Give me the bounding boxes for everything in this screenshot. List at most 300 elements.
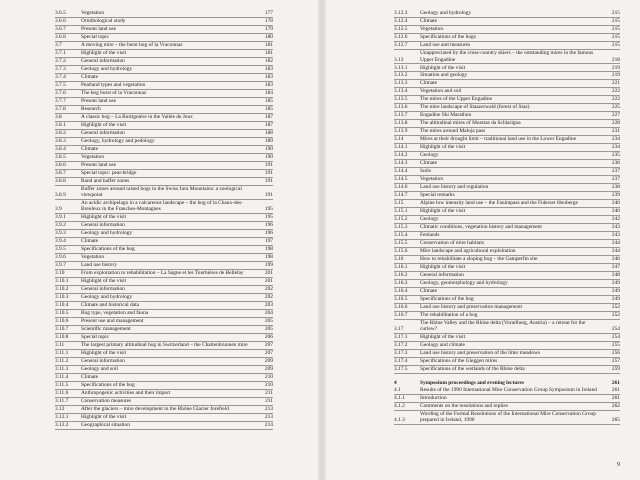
toc-entry-page: 231 [611,128,620,135]
toc-entry [55,162,273,170]
toc-entry-page: 211 [265,398,273,405]
toc-entry-page: 213 [264,414,273,421]
toc-entry-page: 259 [611,366,620,373]
toc-entry [394,256,620,264]
toc-entry-title: General information [81,358,125,365]
toc-entry-number: 3.8.3 [55,138,66,145]
toc-entry [55,170,273,178]
toc-entry [55,26,273,34]
toc-entry-title: Vegetation [420,26,444,33]
toc-entry [394,112,620,120]
toc-entry-page: 185 [264,98,273,105]
toc-entry-number: 3.10.1 [55,278,69,285]
toc-entry-title: Highlight of the visit [81,122,127,129]
toc-entry-number: 4.1 [394,387,401,394]
toc-entry [394,72,620,80]
toc-entry-page: 188 [264,130,273,137]
toc-entry [394,64,620,72]
toc-entry [394,411,620,425]
toc-entry-page: 207 [264,342,273,349]
toc-entry-number: 3.13.8 [394,120,408,127]
book-gutter [318,0,326,480]
toc-entry-title: Geology, hydrology and pedology [81,138,155,145]
toc-entry [55,200,273,214]
toc-entry-page: 240 [611,208,620,215]
toc-entry [394,184,620,192]
toc-entry-page: 215 [611,10,620,17]
toc-entry-number: 3.16.4 [394,288,408,295]
toc-entry-title: Specifications of the bog [420,296,474,303]
toc-entry-title: General information [81,58,125,65]
toc-entry-number: 3.14.1 [394,144,408,151]
toc-entry-number: 3.9 [55,206,62,213]
toc-entry [55,310,273,318]
toc-entry-page: 196 [264,222,273,229]
toc-entry-title: Specifications of the Gleggen mires [420,358,498,365]
toc-entry-title: Highlight of the visit [420,64,466,71]
toc-entry-title: Ornithological study [81,18,126,25]
toc-entry-number: 3.14 [394,136,404,143]
page-number: 9 [617,462,620,468]
toc-entry-page: 209 [264,366,273,373]
toc-entry-number: 3.13 [394,56,404,63]
toc-entry-title: Climate [81,238,99,245]
toc-entry-number: 3.9.6 [55,254,66,261]
toc-entry [55,286,273,294]
toc-entry-page: 210 [264,374,273,381]
toc-entry-title: Buffer zones around raised bogs in the Swiss Jura Mountains: a zoological viewpoint [81,186,242,199]
toc-entry-page: 252 [611,312,620,319]
toc-entry-number: 3.10.3 [55,294,69,301]
toc-entry-title: Present land use [81,162,117,169]
toc-entry [55,114,273,122]
toc-entry-page: 205 [264,318,273,325]
toc-entry [55,294,273,302]
toc-entry-title: Specifications of the bogs [420,34,476,41]
toc-entry [394,50,620,64]
toc-entry-title: Geology, geomorphology and hydrology [420,280,508,287]
toc-entry-number: 3.14.2 [394,152,408,159]
toc-entry-title: The Rhine Valley and the Rhine delta (Vorarlberg, Austria) – a retreat for the curlew? [420,320,586,333]
toc-entry-title: Special remarks [420,192,455,199]
toc-entry-page: 183 [264,82,273,89]
toc-entry-title: Symposium proceedings and evening lectures [420,380,525,387]
toc-entry [394,248,620,256]
toc-entry-number: 3.6.6 [55,18,66,25]
toc-entry-number: 3.13.5 [394,96,408,103]
toc-entry-page: 246 [611,256,620,263]
toc-entry-number: 3.10.5 [55,310,69,317]
toc-entry [394,342,620,350]
toc-entry-number: 3.15.1 [394,208,408,215]
toc-entry-page: 244 [611,240,620,247]
toc-entry-number: 3.9.5 [55,246,66,253]
toc-entry-title: A moving mire – the burst bog of la Vraconnaz [81,42,183,49]
toc-entry-number: 3.15.3 [394,224,408,231]
toc-entry [394,18,620,26]
toc-entry-page: 239 [611,192,620,199]
toc-entry [394,232,620,240]
toc-entry-page: 201 [264,278,273,285]
toc-entry-page: 261 [611,387,620,394]
toc-entry-number: 3.15.6 [394,248,408,255]
toc-entry-number: 3.13.1 [394,64,408,71]
toc-entry [394,104,620,112]
toc-entry-number: 3.9.1 [55,214,66,221]
toc-entry [394,120,620,128]
toc-entry-page: 244 [611,248,620,255]
toc-entry-number: 3.11.1 [55,350,69,357]
toc-entry [55,398,273,406]
toc-entry-page: 249 [611,288,620,295]
toc-entry-number: 3.15.4 [394,232,408,239]
toc-entry-number: 3.10.8 [55,334,69,341]
toc-entry-title: Alpine low intensity land use – the Fanimpass and the Fiderser Heuberge [420,200,578,207]
toc-entry-title: Land use and measures [420,42,471,49]
toc-entry-title: Specifications of the wetlands of the Rhine delta [420,366,525,373]
toc-entry [55,262,273,270]
toc-entry-title: Climate [420,80,438,87]
toc-entry-page: 191 [264,178,273,185]
toc-entry [55,10,273,18]
toc-list-left [55,10,273,430]
toc-entry [394,168,620,176]
toc-entry-number: 3.16 [394,256,404,263]
toc-entry-number: 3.12.5 [394,26,408,33]
toc-entry [394,358,620,366]
toc-entry-title: Special topic: peat-bridge [81,170,137,177]
toc-entry [394,272,620,280]
toc-entry-page: 191 [264,170,273,177]
toc-entry [55,130,273,138]
toc-entry [394,144,620,152]
toc-entry-title: Results of the 1990 International Mire Conservation Group Symposium in Ireland [420,387,597,394]
toc-entry-title: Present land use [81,26,117,33]
toc-entry-number: 3.15.5 [394,240,408,247]
toc-entry [394,288,620,296]
toc-entry-title: Highlight of the visit [81,278,127,285]
toc-entry-title: Mire landscape and agricultural exploitation [420,248,516,255]
toc-entry [55,278,273,286]
toc-entry-number: 3.8.2 [55,130,66,137]
toc-entry-number: 3.6.7 [55,26,66,33]
toc-entry-title: Wording of the Formal Resolutions of the International Mire Conservation Group prepared in Ireland, 1990 [420,411,596,424]
toc-entry [394,366,620,374]
toc-entry [394,280,620,288]
toc-entry [55,238,273,246]
toc-entry-title: Comments on the resolutions and replies [420,403,508,410]
toc-entry [394,42,620,50]
toc-entry [394,264,620,272]
toc-entry [55,106,273,114]
toc-entry-number: 3.8.9 [55,192,66,199]
toc-entry [55,254,273,262]
toc-entry-page: 234 [611,144,620,151]
toc-entry-title: Vegetation [420,176,444,183]
toc-entry-page: 189 [264,138,273,145]
toc-entry-title: Highlight of the visit [420,334,466,341]
toc-entry [394,380,620,387]
toc-entry [394,304,620,312]
toc-entry [55,358,273,366]
toc-entry-title: Geology and hydrology [81,230,133,237]
toc-entry [55,302,273,310]
toc-entry-title: The mires around Maloja pass [420,128,486,135]
toc-entry-page: 262 [611,403,620,410]
toc-entry-page: 179 [264,26,273,33]
toc-entry-page: 204 [264,310,273,317]
toc-entry-title: Unappreciated by the cross-country skiers – the outstanding mires in the famous Upper Engadine [420,50,594,63]
toc-entry [55,366,273,374]
toc-entry-page: 261 [611,395,620,402]
toc-entry [55,154,273,162]
toc-entry-number: 3.8.6 [55,162,66,169]
toc-entry-page: 237 [611,176,620,183]
toc-entry-page: 252 [611,304,620,311]
toc-entry [55,90,273,98]
toc-entry [394,34,620,42]
toc-entry-number: 3.17.4 [394,358,408,365]
toc-entry-title: Conservation of mire habitats [420,240,484,247]
toc-entry-number: 3.11.5 [55,382,69,389]
toc-entry-page: 215 [611,42,620,49]
toc-entry-number: 3.14.3 [394,160,408,167]
toc-entry [394,152,620,160]
toc-entry [394,216,620,224]
toc-entry-number: 3.10.7 [55,326,69,333]
toc-entry-title: The bog burst of la Vraconnaz [81,90,147,97]
toc-entry-page: 195 [264,214,273,221]
toc-entry-number: 3.16.5 [394,296,408,303]
toc-entry [394,296,620,304]
toc-entry-number: 3.14.4 [394,168,408,175]
toc-entry-page: 187 [264,114,273,121]
toc-entry-title: The mires of the Upper Engadine [420,96,492,103]
toc-entry-title: Geology [420,152,439,159]
toc-entry-title: General information [81,286,125,293]
toc-entry-number: 3.14.6 [394,184,408,191]
toc-entry [394,96,620,104]
toc-entry-page: 219 [611,64,620,71]
toc-entry-page: 183 [264,66,273,73]
toc-entry-page: 198 [264,246,273,253]
toc-entry-number: 3.10 [55,270,65,277]
toc-entry-page: 261 [611,380,620,387]
toc-entry-number: 3.16.6 [394,304,408,311]
toc-entry-title: Climate [420,160,438,167]
toc-entry-page: 180 [264,34,273,41]
toc-entry [394,395,620,403]
toc-entry-page: 183 [264,74,273,81]
toc-entry-page: 215 [611,26,620,33]
toc-entry-title: Highlight of the visit [420,144,466,151]
toc-entry-number: 3.7 [55,42,62,49]
toc-entry-page: 234 [611,136,620,143]
toc-entry [55,42,273,50]
toc-entry-title: Climate [420,288,438,295]
toc-entry-title: Climate [81,146,99,153]
toc-entry [55,146,273,154]
toc-entry [394,350,620,358]
toc-entry-number: 3.8.8 [55,178,66,185]
toc-entry-page: 243 [611,232,620,239]
toc-entry-page: 235 [611,152,620,159]
toc-entry-page: 201 [264,270,273,277]
toc-entry-number: 3.12.3 [394,10,408,17]
toc-entry-page: 196 [264,230,273,237]
toc-entry-number: 3.12.1 [55,414,69,421]
toc-entry-title: The largest primary altitudinal bog in Switzerland – the Chaltenbrunnen mire [81,342,248,349]
toc-entry-title: Land use history and regulation [420,184,489,191]
toc-entry-number: 3.17 [394,326,404,333]
toc-entry-title: Fenlands [420,232,440,239]
toc-entry-page: 254 [611,334,620,341]
toc-entry-number: 3.7.6 [55,90,66,97]
toc-entry [55,214,273,222]
toc-entry-number: 3.8.5 [55,154,66,161]
toc-entry-title: Conservation measures [81,398,132,405]
toc-entry-number: 3.8.4 [55,146,66,153]
toc-entry [55,186,273,200]
toc-entry [394,334,620,342]
toc-entry [55,246,273,254]
toc-entry-page: 195 [264,206,273,213]
toc-entry-number: 3.9.3 [55,230,66,237]
toc-entry-title: Highlight of the visit [81,214,127,221]
toc-entry-title: Mires at their drought limit – traditional land use in the Lower Engadine [420,136,576,143]
toc-entry [394,208,620,216]
toc-entry [55,178,273,186]
toc-entry-title: Geology and soil [81,366,118,373]
toc-entry-page: 206 [264,334,273,341]
toc-entry [394,320,620,334]
toc-entry [394,80,620,88]
toc-entry-page: 255 [611,342,620,349]
toc-entry-title: Scientific management [81,326,131,333]
toc-entry [55,230,273,238]
toc-entry-page: 187 [264,122,273,129]
toc-entry-page: 202 [264,294,273,301]
toc-entry-title: Geology and hydrology [81,294,133,301]
toc-entry-number: 3.7.8 [55,106,66,113]
toc-entry-number: 3.7.7 [55,98,66,105]
toc-entry-page: 190 [264,154,273,161]
toc-entry-number: 3.8.1 [55,122,66,129]
toc-entry-number: 3.8.7 [55,170,66,177]
toc-entry-title: A classic bog – La Burtignière in the Vallée de Joux [81,114,193,121]
toc-entry [394,128,620,136]
toc-entry-page: 257 [611,358,620,365]
toc-entry-title: The rehabilitation of a bog [420,312,478,319]
toc-entry-page: 213 [264,406,273,413]
toc-entry-number: 3.10.4 [55,302,69,309]
toc-entry-title: Climate and historical data [81,302,139,309]
toc-entry-page: 191 [264,162,273,169]
toc-entry [55,334,273,342]
toc-entry-title: Rand and baffer zones [81,178,130,185]
toc-entry [394,312,620,320]
toc-entry-page: 236 [611,160,620,167]
toc-entry-title: Geology and climate [420,342,465,349]
toc-entry-number: 3.8 [55,114,62,121]
toc-entry-page: 249 [611,296,620,303]
toc-entry [55,342,273,350]
toc-entry-title: Vegetation [81,10,105,17]
toc-entry-number: 3.12 [55,406,65,413]
toc-entry [55,138,273,146]
toc-entry-number: 3.17.3 [394,350,408,357]
toc-entry [394,176,620,184]
toc-entry-number: 3.17.1 [394,334,408,341]
toc-entry-number: 3.14.7 [394,192,408,199]
toc-entry-number: 3.13.2 [394,72,408,79]
toc-entry-number: 3.13.4 [394,88,408,95]
toc-entry-page: 249 [611,280,620,287]
toc-entry-page: 228 [611,120,620,127]
toc-entry-page: 209 [264,358,273,365]
toc-entry-number: 3.12.6 [394,34,408,41]
toc-entry [55,98,273,106]
toc-entry-number: 3.9.2 [55,222,66,229]
toc-entry-number: 3.15.2 [394,216,408,223]
toc-entry-title: Land use history and preservation management [420,304,522,311]
toc-entry-number: 3.7.3 [55,66,66,73]
toc-entry-title: Highlight of the visit [81,414,127,421]
toc-entry-title: From exploitation to rehabilitation – La Sagne et les Tourbières de Bellelay [81,270,244,277]
toc-entry-title: General information [81,130,125,137]
toc-entry-title: Specifications of the bog [81,382,135,389]
toc-entry-number: 3.15 [394,200,404,207]
toc-entry-page: 199 [264,262,273,269]
toc-entry [55,382,273,390]
toc-entry-title: Present land use [81,98,117,105]
toc-entry-page: 237 [611,168,620,175]
toc-entry-number: 3.14.5 [394,176,408,183]
toc-entry-title: Present use and management [81,318,144,325]
toc-entry [55,58,273,66]
toc-entry-title: Geographical situation [81,422,130,429]
toc-entry [394,88,620,96]
toc-entry-number: 4.1.1 [394,395,405,402]
toc-entry-page: 254 [611,326,620,333]
toc-entry [394,200,620,208]
right-page [394,10,620,425]
toc-entry-number: 3.7.4 [55,74,66,81]
toc-entry-number: 3.13.3 [394,80,408,87]
toc-entry-title: Soils [420,168,431,175]
toc-entry-title: Geology and hydrology [81,66,133,73]
toc-entry [55,34,273,42]
toc-entry-title: General information [420,272,464,279]
toc-entry [55,74,273,82]
toc-entry-number: 3.11.2 [55,358,69,365]
toc-entry-number: 3.16.2 [394,272,408,279]
toc-entry-number: 3.11.4 [55,374,69,381]
toc-entry-title: General information [81,222,125,229]
toc-entry-page: 211 [265,390,273,397]
toc-entry-number: 3.7.1 [55,50,66,57]
toc-entry-number: 3.7.5 [55,82,66,89]
toc-entry [55,18,273,26]
toc-entry-number: 3.6.8 [55,34,66,41]
toc-entry-page: 215 [611,18,620,25]
toc-entry [55,414,273,422]
toc-entry-page: 222 [611,88,620,95]
toc-entry [394,224,620,232]
toc-entry-number: 3.10.2 [55,286,69,293]
toc-entry [55,406,273,414]
toc-entry-title: Climate [81,74,99,81]
